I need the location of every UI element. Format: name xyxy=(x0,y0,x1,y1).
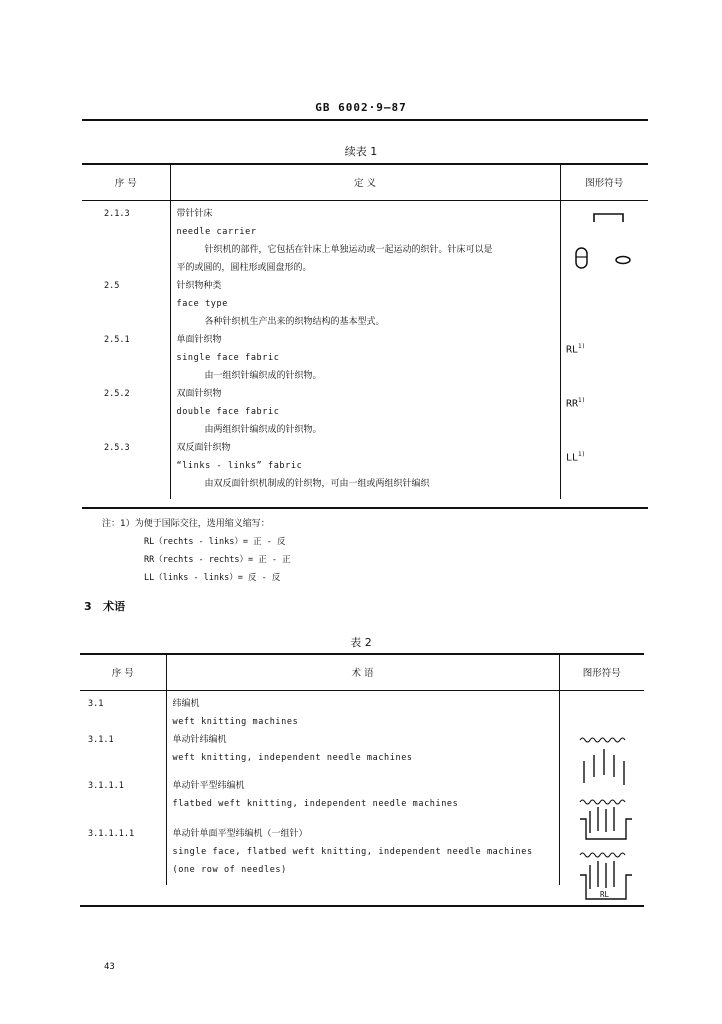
footnote-1: 注：1）为便于国际交往，选用缩义缩写： xyxy=(102,519,270,529)
row-number: 2.1.3 xyxy=(104,209,130,219)
section-title: 术语 xyxy=(103,600,126,613)
page-number: 43 xyxy=(104,962,115,972)
table-row xyxy=(80,825,644,879)
table2-col-symbol: 图形符号 xyxy=(559,654,644,691)
term-chinese: 各种针织机生产出来的织物结构的基本型式。 xyxy=(204,317,385,327)
term-english: weft knitting, independent needle machines xyxy=(172,753,413,763)
row-number: 2.5.3 xyxy=(104,443,130,453)
footnote-rr: RR（rechts - rechts）= 正 - 正 xyxy=(144,555,291,565)
table1-caption: 续表 1 xyxy=(344,145,378,158)
term-chinese: 针织物种类 xyxy=(176,281,222,291)
term-english: needle carrier xyxy=(176,227,257,237)
row-number: 2.5.1 xyxy=(104,335,130,345)
term-chinese: 带针针床 xyxy=(176,209,213,219)
table-row xyxy=(82,277,648,331)
table1-col-symbol: 图形符号 xyxy=(560,164,648,201)
term-chinese: 单动针平型纬编机 xyxy=(172,781,245,791)
table-row xyxy=(82,205,648,277)
symbol-ll-text: LL xyxy=(566,452,579,464)
document-header: GB 6002·9—87 xyxy=(315,101,407,114)
symbol-ll-footnote: 1) xyxy=(578,451,586,458)
term-chinese: 单动针单面平型纬编机（一组针） xyxy=(172,829,308,839)
row-number: 3.1.1 xyxy=(88,735,114,745)
symbol-rl-footnote: 1) xyxy=(578,343,586,350)
term-english: face type xyxy=(176,299,228,309)
term-english: weft knitting machines xyxy=(172,717,299,727)
term-english: “links - links” fabric xyxy=(176,461,303,471)
term-chinese: 平的或圆的，圆柱形或圆盘形的。 xyxy=(176,263,312,273)
term-english: single face, flatbed weft knitting, independent needle machines xyxy=(172,847,533,857)
symbol-rl-label: RL xyxy=(600,890,610,899)
needle-machine-symbols xyxy=(576,735,636,910)
footnote-rl: RL（rechts - links）= 正 - 反 xyxy=(144,537,286,547)
term-english: (one row of needles) xyxy=(172,865,287,875)
footnote-ll: LL（links - links）= 反 - 反 xyxy=(144,573,281,583)
term-chinese: 单面针织物 xyxy=(176,335,222,345)
section-heading xyxy=(84,598,125,614)
row-number: 3.1 xyxy=(88,699,104,709)
table1-col-number: 序 号 xyxy=(82,164,170,201)
term-chinese: 由双反面针织机制成的针织物，可由一组或两组织针编织 xyxy=(204,479,430,489)
symbol-rr-footnote: 1) xyxy=(578,397,586,404)
section-number: 3 xyxy=(84,600,92,613)
term-chinese: 纬编机 xyxy=(172,699,200,709)
symbol-ll xyxy=(566,451,585,463)
term-chinese: 由一组织针编织成的针织物。 xyxy=(204,371,322,381)
table-row xyxy=(80,695,644,731)
term-chinese: 双反面针织物 xyxy=(176,443,231,453)
row-number: 3.1.1.1 xyxy=(88,781,124,791)
table2-bottom-rule xyxy=(80,905,644,907)
table2 xyxy=(80,654,644,885)
table-row xyxy=(82,331,648,385)
row-number: 2.5 xyxy=(104,281,120,291)
needle-carrier-symbols xyxy=(570,208,640,272)
symbol-rl-text: RL xyxy=(566,344,579,356)
term-chinese: 由两组织针编织成的针织物。 xyxy=(204,425,322,435)
term-english: flatbed weft knitting, independent needle machines xyxy=(172,799,459,809)
symbol-rr xyxy=(566,397,585,409)
row-number: 2.5.2 xyxy=(104,389,130,399)
header-rule xyxy=(82,119,648,121)
table1 xyxy=(82,164,648,499)
term-english: single face fabric xyxy=(176,353,280,363)
term-english: double face fabric xyxy=(176,407,280,417)
table-row xyxy=(82,439,648,493)
table2-caption: 表 2 xyxy=(350,636,372,649)
symbol-rl xyxy=(566,343,585,355)
table2-col-term: 术 语 xyxy=(166,654,559,691)
table1-col-definition: 定 义 xyxy=(170,164,560,201)
symbol-rr-text: RR xyxy=(566,398,579,410)
table1-bottom-rule xyxy=(82,507,648,509)
table2-col-number: 序 号 xyxy=(80,654,166,691)
term-chinese: 单动针纬编机 xyxy=(172,735,227,745)
term-chinese: 双面针织物 xyxy=(176,389,222,399)
term-chinese: 针织机的部件，它包括在针床上单独运动或一起运动的织针。针床可以是 xyxy=(204,245,493,255)
table-row xyxy=(80,731,644,777)
table-row xyxy=(80,777,644,825)
row-number: 3.1.1.1.1 xyxy=(88,829,135,839)
table-row xyxy=(82,385,648,439)
